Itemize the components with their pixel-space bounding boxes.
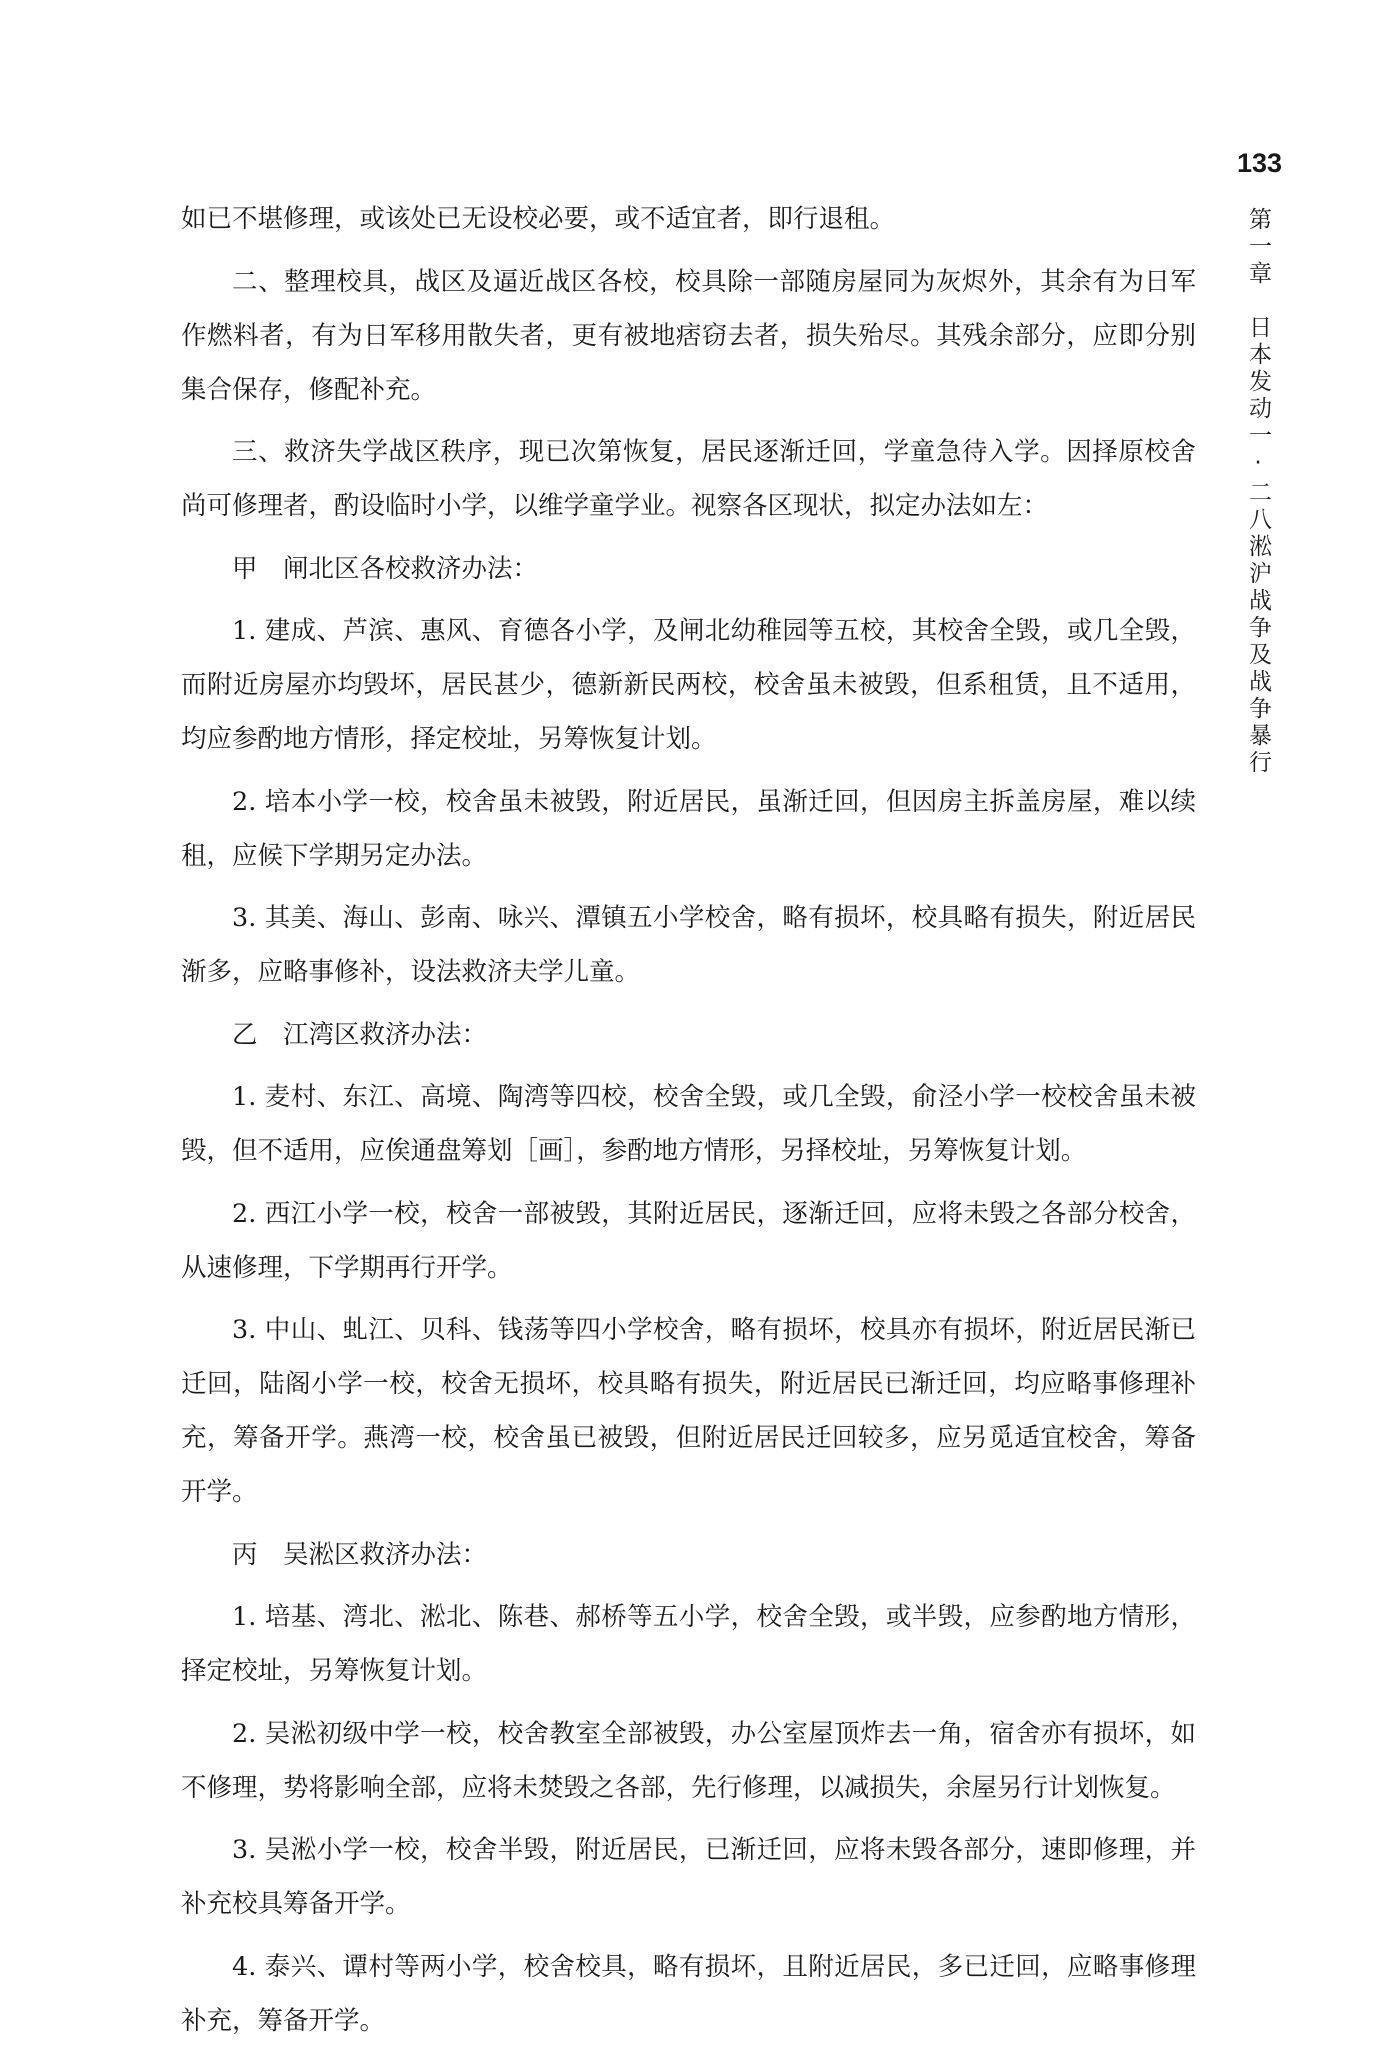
section-heading: 甲 闸北区各校救济办法： — [232, 553, 539, 584]
paragraph: 3. 其美、海山、彭南、咏兴、潭镇五小学校舍，略有损坏，校具略有损失，附近居民渐多，应略事修补，设法救济夫学儿童。 — [181, 903, 1196, 987]
paragraph: 三、救济失学战区秩序，现已次第恢复，居民逐渐迁回，学童急待入学。因择原校舍尚可修理者，酌设临时小学，以维学童学业。视察各区现状，拟定办法如左： — [181, 437, 1196, 521]
paragraph: 1. 培基、湾北、淞北、陈巷、郝桥等五小学，校舍全毁，或半毁，应参酌地方情形，择定校址，另筹恢复计划。 — [181, 1602, 1196, 1686]
paragraph: 2. 吴淞初级中学一校，校舍教室全部被毁，办公室屋顶炸去一角，宿舍亦有损坏，如不修理，势将影响全部，应将未焚毁之各部，先行修理，以减损失，余屋另行计划恢复。 — [181, 1718, 1196, 1803]
paragraph: 3. 中山、虬江、贝科、钱荡等四小学校舍，略有损坏，校具亦有损坏，附近居民渐已迁回，陆阁小学一校，校舍无损坏，校具略有损失，附近居民已渐迁回，均应略事修理补充，筹备开学。燕湾一校，校舍虽已被毁，但附近居民迁回较多，应另觅适宜校舍，筹备开学。 — [181, 1315, 1196, 1507]
paragraph: 2. 西江小学一校，校舍一部被毁，其附近居民，逐渐迁回，应将未毁之各部分校舍，从速修理，下学期再行开学。 — [181, 1198, 1196, 1283]
running-head: 第一章 日本发动一·二八淞沪战争及战争暴行 — [1245, 207, 1271, 777]
section-heading: 乙 江湾区救济办法： — [232, 1019, 488, 1050]
body-text — [181, 192, 1196, 2056]
page-number: 133 — [1237, 148, 1283, 178]
paragraph: 如已不堪修理，或该处已无设校必要，或不适宜者，即行退租。 — [181, 204, 896, 234]
paragraph: 4. 泰兴、谭村等两小学，校舍校具，略有损坏，且附近居民，多已迁回，应略事修理补充，筹备开学。 — [181, 1951, 1196, 2036]
paragraph: 2. 培本小学一校，校舍虽未被毁，附近居民，虽渐迁回，但因房主拆盖房屋，难以续租，应候下学期另定办法。 — [181, 786, 1196, 871]
paragraph: 1. 建成、芦滨、惠风、育德各小学，及闸北幼稚园等五校，其校舍全毁，或几全毁，而附近房屋亦均毁坏，居民甚少，德新新民两校，校舍虽未被毁，但系租赁，且不适用，均应参酌地方情形，择定校址，另筹恢复计划。 — [181, 616, 1196, 754]
paragraph: 3. 吴淞小学一校，校舍半毁，附近居民，已渐迁回，应将未毁各部分，速即修理，并补充校具筹备开学。 — [181, 1835, 1196, 1919]
section-heading: 丙 吴淞区救济办法： — [232, 1539, 488, 1570]
paragraph: 二、整理校具，战区及逼近战区各校，校具除一部随房屋同为灰烬外，其余有为日军作燃料者，有为日军移用散失者，更有被地痞窃去者，损失殆尽。其残余部分，应即分别集合保存，修配补充。 — [181, 266, 1196, 405]
paragraph: 1. 麦村、东江、高境、陶湾等四校，校舍全毁，或几全毁，俞泾小学一校校舍虽未被毁，但不适用，应俟通盘筹划［画］，参酌地方情形，另择校址，另筹恢复计划。 — [181, 1082, 1196, 1166]
